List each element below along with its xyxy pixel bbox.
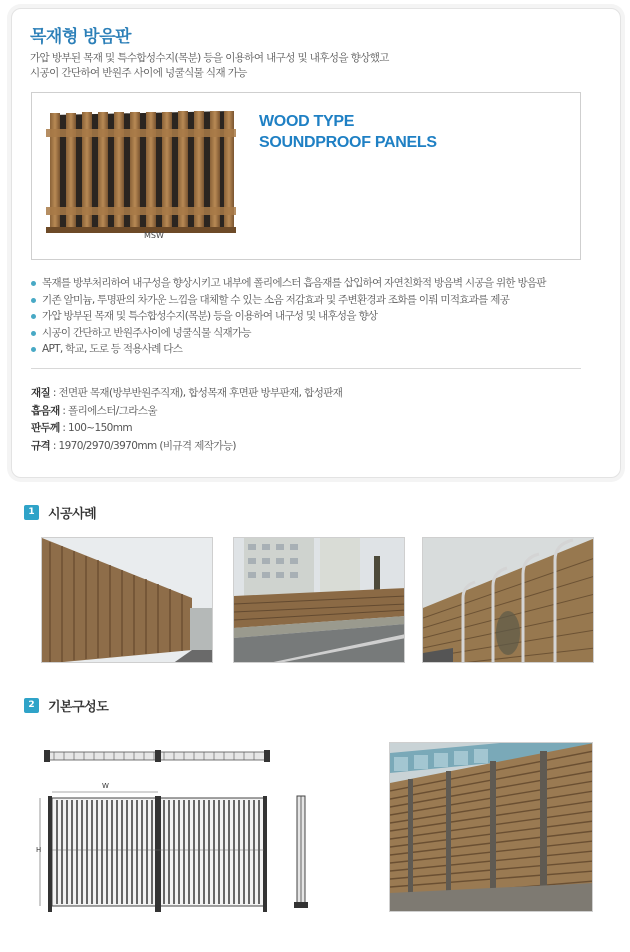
structure-diagram	[30, 740, 280, 924]
headline	[259, 111, 437, 153]
feature-item: 목재를 방부처리하여 내구성을 향상시키고 내부에 폴리에스터 흡음재를 삽입하여 자연친화적 방음벽 시공을 위한 방음판	[30, 275, 590, 292]
section-header-cases	[24, 503, 96, 522]
case-photo-3	[422, 537, 594, 663]
wood-panel-image	[46, 111, 236, 233]
spec-thickness: 판두께 : 100~150mm	[31, 422, 132, 434]
feature-list	[30, 275, 590, 358]
spec-absorber: 흡음재 : 폴리에스터/그라스울	[31, 404, 157, 417]
section-title: 시공사례	[48, 507, 97, 522]
case-photo-1	[41, 537, 213, 663]
section-title: 기본구성도	[48, 700, 109, 715]
bullet-icon	[31, 281, 36, 286]
divider	[31, 368, 581, 369]
case-photo-2	[233, 537, 405, 663]
bullet-icon	[31, 347, 36, 352]
intro-line-2: 시공이 간단하여 반원주 사이에 넝쿨식물 식재 가능	[30, 67, 247, 79]
side-view-diagram	[294, 794, 308, 914]
section-number-badge: 1	[24, 505, 39, 520]
headline-line-2: SOUNDPROOF PANELS	[259, 134, 437, 151]
width-label: W	[102, 782, 109, 790]
headline-line-1: WOOD TYPE	[259, 113, 355, 130]
feature-item: 기존 알미늄, 투명판의 차가운 느낌을 대체할 수 있는 소음 저감효과 및 주변환경과 조화를 이뤄 미적효과를 제공	[30, 292, 590, 309]
feature-item: 시공이 간단하고 반원주사이에 넝쿨식물 식재가능	[30, 325, 590, 342]
section-number-badge: 2	[24, 698, 39, 713]
intro-line-1: 가압 방부된 목재 및 특수합성수지(목분) 등을 이용하여 내구성 및 내후성을 향상했고	[30, 52, 389, 64]
image-caption: MSW	[144, 231, 164, 240]
product-intro	[30, 51, 590, 81]
spec-size: 규격 : 1970/2970/3970mm (비규격 제작가능)	[31, 439, 236, 452]
spec-list	[31, 385, 342, 455]
product-title: 목재형 방음판	[30, 27, 131, 47]
bullet-icon	[31, 298, 36, 303]
product-hero-box	[31, 92, 581, 260]
installed-photo	[389, 742, 593, 912]
feature-item: 가압 방부된 목재 및 특수합성수지(목분) 등을 이용하여 내구성 및 내후성을 향상	[30, 308, 590, 325]
spec-material: 재질 : 전면판 목재(방부반원주직재), 합성목재 후면판 방부판재, 합성판재	[31, 387, 343, 399]
height-label: H	[36, 846, 42, 854]
feature-item: APT, 학교, 도로 등 적용사례 다스	[30, 341, 590, 358]
bullet-icon	[31, 331, 36, 336]
section-header-structure	[24, 696, 108, 715]
bullet-icon	[31, 314, 36, 319]
